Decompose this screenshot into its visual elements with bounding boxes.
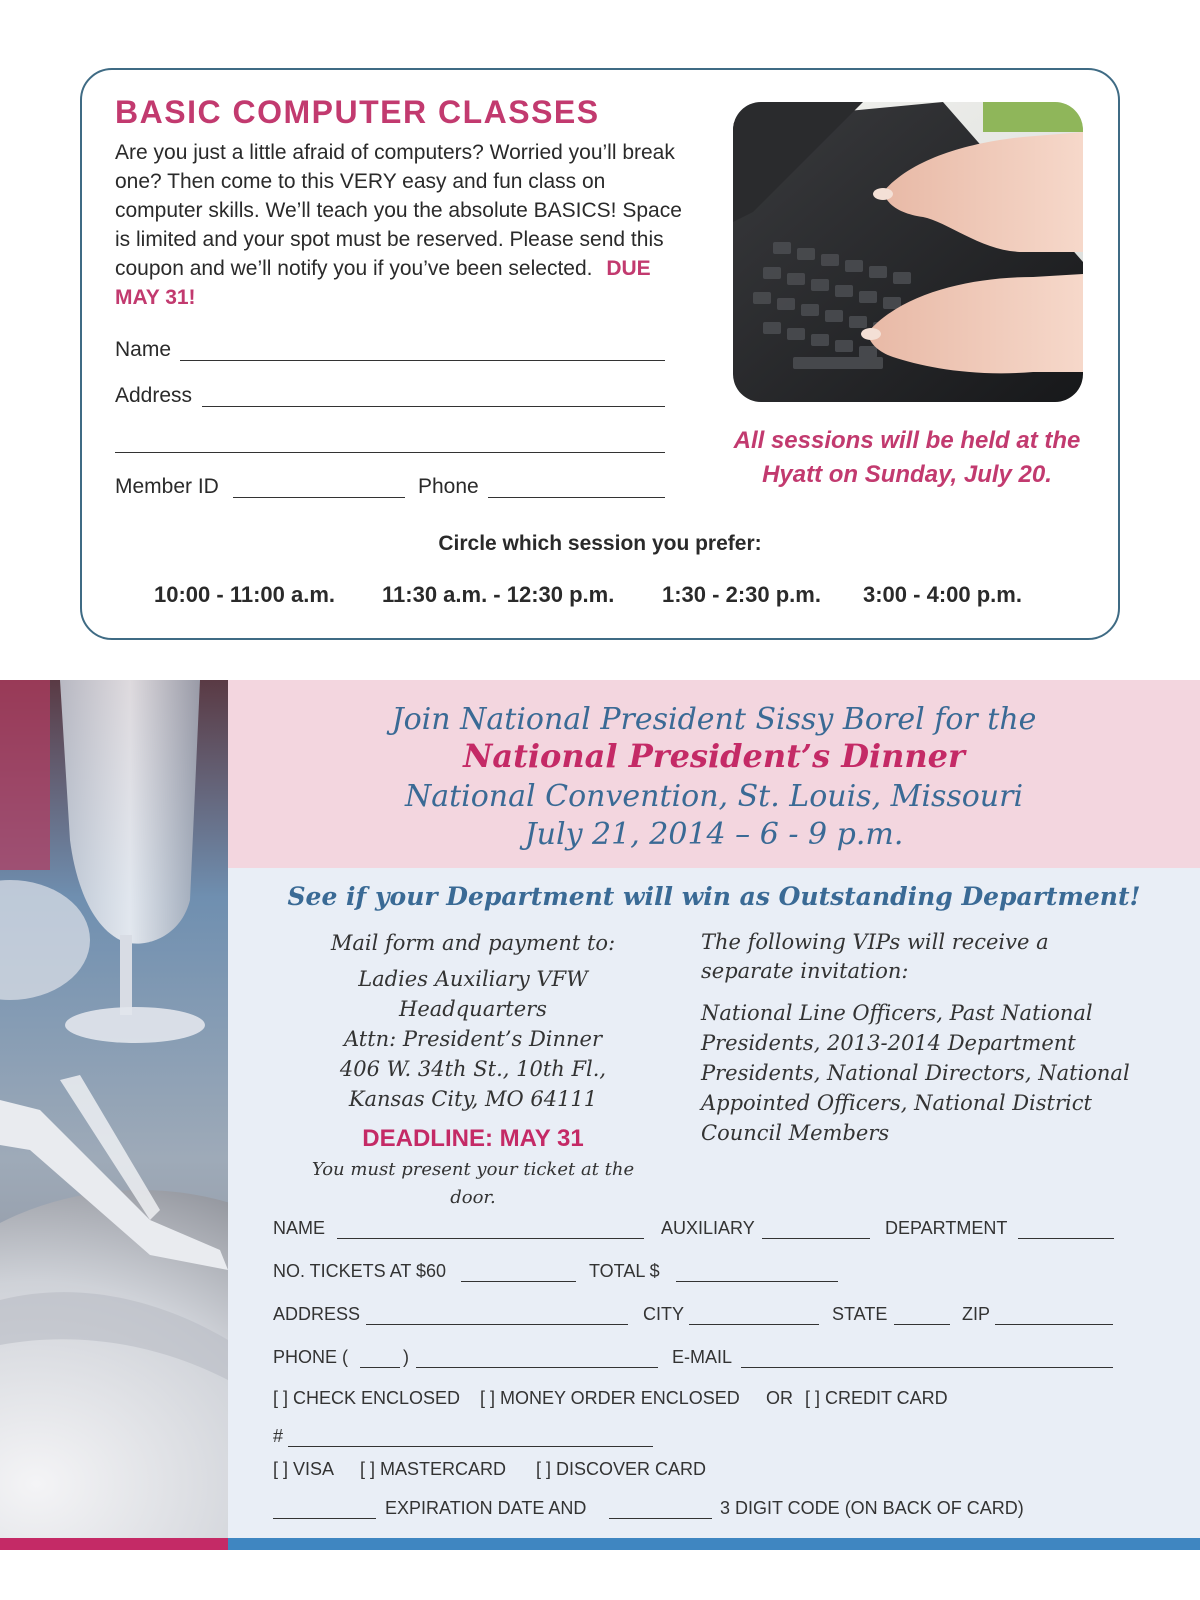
tableware-photo	[0, 680, 228, 1550]
card-number-field[interactable]	[288, 1446, 653, 1447]
email-field[interactable]	[741, 1367, 1113, 1368]
discover-option[interactable]: [ ] DISCOVER CARD	[536, 1459, 707, 1479]
money-order-option[interactable]: [ ] MONEY ORDER ENCLOSED	[480, 1388, 740, 1408]
check-enclosed-option[interactable]: [ ] CHECK ENCLOSED	[273, 1388, 461, 1408]
name-field[interactable]	[337, 1238, 644, 1239]
address-field[interactable]	[366, 1324, 628, 1325]
tickets-field[interactable]	[461, 1281, 576, 1282]
credit-card-option[interactable]: [ ] CREDIT CARD	[805, 1388, 948, 1408]
sessions-location-note: All sessions will be held at the Hyatt on Sunday, July 20.	[733, 427, 1081, 488]
dinner-form-section	[228, 868, 1200, 1538]
visa-option[interactable]: [ ] VISA	[273, 1459, 335, 1479]
session-option-4[interactable]: 3:00 - 4:00 p.m.	[863, 582, 1022, 607]
circle-session-prompt: Circle which session you prefer:	[438, 532, 762, 555]
city-label: CITY	[643, 1304, 685, 1324]
state-label: STATE	[832, 1304, 888, 1324]
door-note: You must present your ticket at the door.	[311, 1159, 635, 1208]
mastercard-option[interactable]: [ ] MASTERCARD	[360, 1459, 507, 1479]
name-field[interactable]	[180, 360, 665, 361]
city-field[interactable]	[689, 1324, 819, 1325]
department-field[interactable]	[1018, 1238, 1114, 1239]
mail-to-block	[288, 928, 658, 1212]
glass-and-fork-image	[0, 680, 228, 1550]
session-option-2[interactable]: 11:30 a.m. - 12:30 p.m.	[382, 582, 615, 607]
header-line-date: July 21, 2014 – 6 - 9 p.m.	[524, 817, 904, 852]
vip-heading: The following VIPs will receive a separate invitation:	[701, 930, 1049, 983]
session-option-1[interactable]: 10:00 - 11:00 a.m.	[154, 582, 336, 607]
zip-label: ZIP	[962, 1304, 991, 1324]
mail-address-line: 406 W. 34th St., 10th Fl.,	[339, 1057, 607, 1081]
header-line-event: National President’s Dinner	[463, 737, 965, 775]
name-label: NAME	[273, 1218, 326, 1238]
or-text: OR	[766, 1388, 793, 1408]
session-option-3[interactable]: 1:30 - 2:30 p.m.	[662, 582, 821, 607]
phone-field[interactable]	[416, 1367, 658, 1368]
mail-address-line: Kansas City, MO 64111	[348, 1087, 598, 1111]
intro-text: Are you just a little afraid of computers? Worried you’ll break one? Then come to this VERY easy and fun class on computer skills. We’ll teach you the absolute BASICS! Space is limited and your spot must be reserved. Please send this coupon and we’ll notify you if you’ve been selected.	[115, 141, 682, 280]
card-number-label: #	[273, 1426, 284, 1446]
coupon-intro	[115, 138, 685, 312]
tickets-label: NO. TICKETS AT $60	[273, 1261, 447, 1281]
email-label: E-MAIL	[672, 1347, 733, 1367]
deadline-text: DEADLINE: MAY 31	[362, 1125, 584, 1152]
address-label: ADDRESS	[273, 1304, 361, 1324]
expiration-field[interactable]	[273, 1518, 376, 1519]
address-label: Address	[115, 384, 193, 407]
auxiliary-label: AUXILIARY	[661, 1218, 755, 1238]
phone-paren-close: )	[403, 1347, 409, 1367]
coupon-title: BASIC COMPUTER CLASSES	[115, 94, 600, 130]
expiration-label: EXPIRATION DATE AND	[385, 1498, 587, 1518]
total-label: TOTAL $	[589, 1261, 660, 1281]
dinner-header	[228, 680, 1200, 868]
footer-bar-blue	[228, 1538, 1200, 1550]
vip-list: National Line Officers, Past National Presidents, 2013-2014 Department Presidents, National Directors, National Appointed Officers, National District Council Members	[701, 1001, 1130, 1145]
auxiliary-field[interactable]	[762, 1238, 870, 1239]
address-field[interactable]	[202, 406, 665, 407]
security-code-label: 3 DIGIT CODE (ON BACK OF CARD)	[720, 1498, 1024, 1518]
phone-label: Phone	[418, 475, 479, 498]
vip-block	[701, 928, 1141, 1148]
header-line-invite: Join National President Sissy Borel for the	[391, 702, 1037, 737]
state-field[interactable]	[894, 1324, 950, 1325]
security-code-field[interactable]	[609, 1518, 712, 1519]
member-id-label: Member ID	[115, 475, 219, 498]
footer-bar-pink	[0, 1538, 228, 1550]
phone-area-code-field[interactable]	[360, 1367, 400, 1368]
outstanding-department-banner: See if your Department will win as Outstanding Department!	[287, 882, 1141, 911]
mail-address-line: Ladies Auxiliary VFW Headquarters	[358, 967, 588, 1021]
address-field-line2[interactable]	[115, 452, 665, 453]
member-id-field[interactable]	[233, 497, 405, 498]
header-line-location: National Convention, St. Louis, Missouri	[404, 779, 1024, 814]
name-label: Name	[115, 338, 172, 361]
mail-address-line: Attn: President’s Dinner	[343, 1027, 603, 1051]
zip-field[interactable]	[995, 1324, 1113, 1325]
typing-hands-photo	[733, 102, 1083, 402]
phone-field[interactable]	[488, 497, 665, 498]
mail-heading: Mail form and payment to:	[330, 931, 616, 955]
computer-class-coupon	[80, 68, 1120, 640]
phone-label: PHONE (	[273, 1347, 349, 1367]
laptop-keyboard-image	[733, 102, 1083, 402]
total-field[interactable]	[676, 1281, 838, 1282]
due-date: DUE MAY 31!	[115, 257, 651, 309]
department-label: DEPARTMENT	[885, 1218, 1008, 1238]
